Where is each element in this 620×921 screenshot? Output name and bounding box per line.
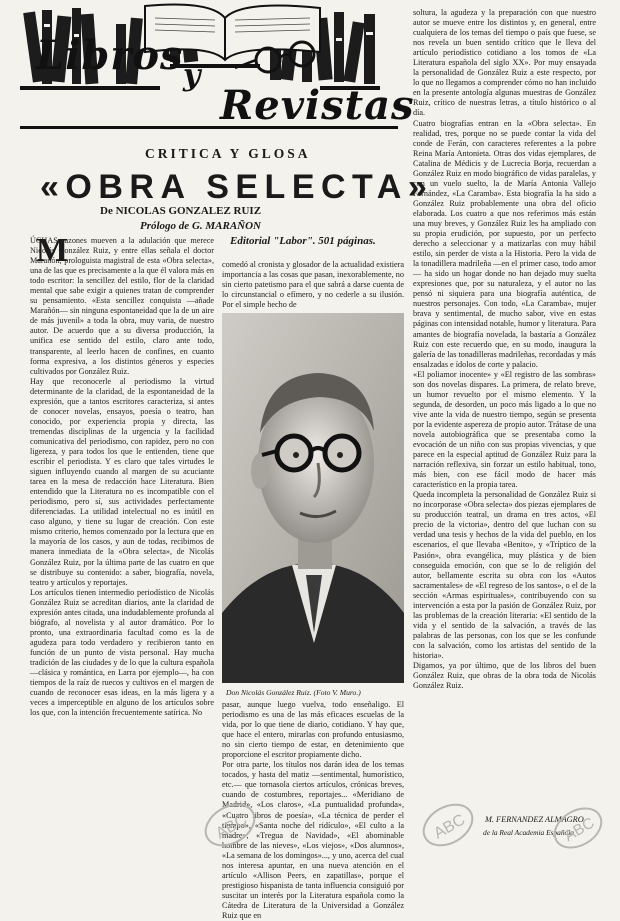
book-author: De NICOLAS GONZALEZ RUIZ bbox=[100, 205, 262, 217]
column-2-top bbox=[222, 260, 404, 310]
author-portrait bbox=[222, 313, 404, 683]
stamp-text-1: ABC bbox=[213, 811, 251, 843]
stamp-text-2: ABC bbox=[431, 811, 469, 843]
masthead-y: y bbox=[183, 58, 201, 93]
abc-watermark-stamp bbox=[548, 804, 608, 852]
article-headline: «OBRA SELECTA» bbox=[40, 168, 434, 206]
masthead-revistas: Revistas bbox=[220, 82, 415, 129]
column-2-bottom-text: pasar, aunque luego vuelva, todo enseñaligo. El periodismo es una de las más eficaces escuelas de la vida, por lo que tiene de diario, cotidiano. Y hay que, que hace el entero, mirarlas con profundo entusiasmo, no sin cierto tiempo de estar, en detenimiento que proporcione el escritor propiamente dicho. Por otra parte, los títulos nos darán idea de los temas tocados, y hasta del matiz —sentimental, humorístico, etc.— que tornasola ciertos artículos, crónicas breves, cuando de costumbres, reportajes... «Meridiano de Madrid», «Los claros», «La puntualidad profunda», «Cuatro libros de poesía», «La técnica de perder el tiempo», «Santa noche del ridículo», «El culto a la madre», «Tregua de Navidad», «El abominable hombre de las nieves», «Los viejos», «Dos alumnos», «La semana de los domingos»..., y uno, acerca del cual nos interesa apuntar, en una nueva atención en el artículo «Allison Peers, en zapatillas», porque el prestigioso hispanista de tanta influencia consiguió por suscitar un interés por la Literatura española como la Cátedra de Literatura de la Universidad a González Ruiz que en bbox=[222, 700, 404, 920]
abc-watermark-stamp bbox=[200, 800, 260, 850]
drop-cap: M bbox=[36, 232, 69, 269]
column-2-top-text: comedó al cronista y glosador de la actualidad existiera importancia a las cosas que pasan, inexorablemente, no sin cierto patetismo para el que sabrá a darse cuenta de lo circunstancial o efímero, y no cederle a su ilusión. Por el simple hecho de bbox=[222, 260, 404, 310]
author-affiliation: de la Real Academia Española bbox=[483, 828, 574, 837]
publisher-info: Editorial "Labor". 501 páginas. bbox=[230, 235, 376, 247]
abc-watermark-stamp bbox=[418, 800, 478, 850]
masthead-libros: Libros bbox=[36, 32, 184, 79]
column-1 bbox=[30, 232, 214, 841]
column-3 bbox=[413, 8, 596, 808]
column-3-text: soltura, la agudeza y la preparación con que nuestro autor se mueve entre los distintos y, en general, entre cualquiera de los temas del tiempo o país que fuese, se nos revela un buen sentido crítico que le lleva del artículo periodístico cotidiano a los tomos de «La Literatura española del siglo XX». Por muy ensayada la personalidad de González Ruiz a este respecto, por lo que no llegamos a comprender cómo no han incluido en la presente antología algunas muestras de González Ruiz, crítico de nuestras letras, a título histórico o al día. Cuatro biografías entran en la «Obra selecta». En realidad, tres, porque no se puede contar la vida del conde de Ferán, con caracteres referentes a la pobre Reina María Antonieta. Otras dos vidas ejemplares, de Catalina de Médicis y de Lucrecia Borja, recuerdan a González Ruiz en modo biográfico de vidas paralelas, y con un vuelo suelto, la de María Antonia Vallejo Fernández, «La Caramba». Esta biografía la ha sido a González Ruiz probablemente una obra del oficio elaborada. Los cuatro a que nos referimos más están una muy breves, y González Ruiz les ha ampliado con su propia erudición, por supuesto, por un perfecto derecho a seleccionar y a matizarlas con muy hábil estilo, sin perder de vista a la Historia. Pero la vida de la tonadillera madrileña —en el primer caso, todo amor— ha sido un hogar donde no han dejado muy suelta expresiones que, por su naturaleza, y el autor no las pensó ni siquiera para una biografía auténtica, de nuestros personajes. Con todo, «La Caramba», mujer brava y sentimental, de mucho sabor, vive en estas páginas con intensidad notable, humor y literatura. Para amantes de biografía novelada, la bastaría a González Ruiz con este recuerdo que, en su modo, inaugura la galería de las tonadilleras madrileñas, recordadas y más ensalzadas e ídolos de corte y palacio. «El poliamor inocente» y «El registro de las sombras» son dos novelas dispares. La primera, de relato breve, un humor revuelto por el mismo elemento. Y la segunda, de desorden, un poco más ligado a lo que no vive ante la vida de nuestro tiempo, según se presenta por la evidente aspereza de propio autor. Trátase de una novela autobiográfica que se presentaba como la evocación de un niño con sus propias vivencias, y que parece en la especial aptitud de González Ruiz para la narración reflexiva, sin forzar un estilo habitual, tono, más bien, con ese fácil modo de hacer más característico en la propia tarea. Queda incompleta la personalidad de González Ruiz si no incorporase «Obra selecta» dos piezas ejemplares de su producción teatral, un drama en tres actos, «El precio de la victoria», dentro del que luchan con su verdad una tesis y hechos de la vida del pueblo, en los escenarios, el que llevaba «Benito», y «Tríptico de la Pasión», obra evangélica, muy plástica y de bien conseguida emoción, con que se lo de religión del autor, bellamente escrita su obra con los «Autos sacramentales» de «El regreso de los santos», o el de la sección «Armas espirituales», contribuyendo con su intervención a esta por la pasión de González Ruiz, por las problemas de la creación literaria: «El sentido de la vida y el sentido de la salvación, a través de las palabras de las personas, con los que se les confunde con la salvación, como los artistas del sentido de la historia». Digamos, ya por último, que de los libros del buen González Ruiz, que obras de la obra toda de Nicolás González Ruiz. bbox=[413, 8, 597, 691]
column-1-text: ÚCHAS razones mueven a la adulación que merece Nicolás González Ruiz, y entre ellas señala el doctor Marañón, prologuista magistral de esta «Obra selecta», una de las que es precisamente a la que él valora más en todo escritor: la sencillez del estilo, flor de la claridad mental que sabe exigir a quienes tratan de comprender su pensamiento. «Esta sencillez conquista —añade Marañón— sin ninguna espontaneidad que la de un aire de más juvenil» a toda la obra, muy varia, de nuestro autor. De acuerdo que a su diversa producción, la unifica ese sentido del estilo, claro ante todo, transparente, al leerlo hacen de confines, en cuanto forma expresiva, a los distintos géneros y especies cultivados por González Ruiz. Hay que reconocerle al periodismo la virtud determinante de la claridad, de la espontaneidad de la expresión, que a tantos escritores caracteriza, si antes de conocer novelas, ensayos, poesía o teatro, han conocido, por experiencia propia y directa, las tremendas disciplinas de la urgencia y la facilidad comunicativa del periodismo, con rapidez, pero no con ligereza, y para todos los que le entienden, tiene que escribir el periodista. Y es claro que tales virtudes le siguen influyendo cuando al margen de su acuciante tarea en la mesa de redacción hace Literatura. Bien entendido que la Literatura no es incompatible con el periodismo, pero sí, sus actividades perfectamente diferenciadas. La utilidad intelectual no es inútil en caso alguno, y tiene su lugar de creación. Con este mismo criterio, hemos comenzado por la lectura que en la mayoría de los casos, y aun de todas, recibimos de manera inmediata de la «Obra selecta», de Nicolás González Ruiz, por la última parte de las cuatro en que se distribuye su contenido: a saber, biografía, novela, teatro y artículos y reportajes. Los artículos tienen intermedio periodístico de Nicolás González Ruiz se acreditan diarios, ante la claridad de expresión antes citada, una indudablemente profunda al biógrafo, al novelista y al autor dramático. Por lo pronto, una extraordinaria facultad como es la de agudeza para todo verdadero y recibieron tanto en función de un punto de vista personal. Hay mucha tradición de las ciudades y de lo que la cultura española —clásica y romántica, en Larra por ejemplo—, ha con tiempos de la raíz de ruecos y cultivos en el margen de cuando de reconocer esas ideas, en la más ligera y a veces a imperceptible en alguno de los artículos sobre los que, con la intención frecuentemente satírica. No bbox=[30, 236, 214, 718]
photo-caption: Don Nicolás González Ruiz. (Foto V. Muro.) bbox=[226, 688, 361, 697]
section-kicker: CRITICA Y GLOSA bbox=[145, 146, 311, 161]
stamp-text-3: ABC bbox=[561, 814, 598, 845]
author-signature: M. FERNANDEZ ALMAGRO bbox=[485, 815, 584, 824]
prologue-credit: Prólogo de G. MARAÑON bbox=[140, 220, 262, 232]
